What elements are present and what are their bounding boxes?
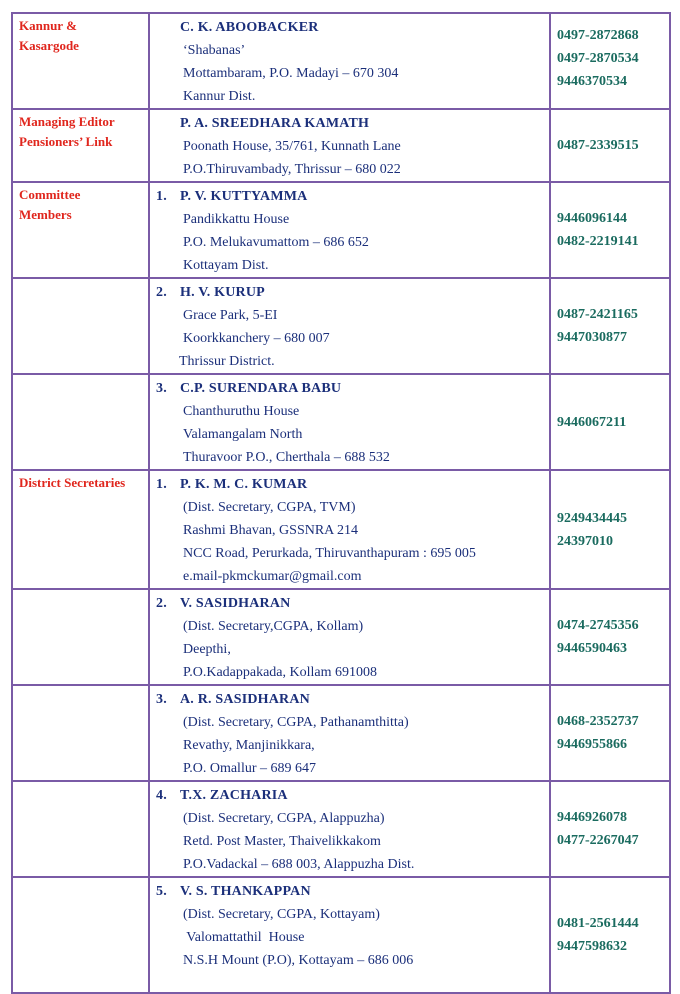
category-cell xyxy=(12,109,149,182)
member-name: T.X. ZACHARIA xyxy=(180,788,288,803)
table-row xyxy=(12,877,670,993)
phone-list xyxy=(551,14,669,93)
address-line: Koorkkanchery – 680 007 xyxy=(183,331,330,346)
address-line: P.O.Vadackal – 688 003, Alappuzha Dist. xyxy=(183,857,415,872)
category-label xyxy=(13,279,148,281)
table-row xyxy=(12,589,670,685)
phone-number: 0482-2219141 xyxy=(557,234,639,249)
phone-number: 0487-2339515 xyxy=(557,138,639,153)
address-cell xyxy=(149,109,550,182)
category-label xyxy=(13,590,148,592)
phone-number: 9446096144 xyxy=(557,211,627,226)
category-label: Kannur & Kasargode xyxy=(19,18,79,53)
phone-number: 0477-2267047 xyxy=(557,833,639,848)
member-name: C. K. ABOOBACKER xyxy=(180,20,319,35)
entry-number: 5. xyxy=(156,884,167,899)
member-name-line xyxy=(150,16,549,39)
address-cell xyxy=(149,685,550,781)
phone-list xyxy=(551,134,669,157)
address-entry xyxy=(150,782,549,876)
phone-cell xyxy=(550,685,670,781)
phone-cell xyxy=(550,374,670,470)
category-label xyxy=(13,686,148,688)
phone-list xyxy=(551,207,669,253)
address-cell xyxy=(149,781,550,877)
category-cell xyxy=(12,182,149,278)
phone-number: 0481-2561444 xyxy=(557,916,639,931)
category-label xyxy=(13,782,148,784)
address-line: (Dist. Secretary, CGPA, Kottayam) xyxy=(183,907,380,922)
phone-number: 0474-2745356 xyxy=(557,618,639,633)
member-name: P. A. SREEDHARA KAMATH xyxy=(180,116,370,131)
member-name-line xyxy=(150,112,549,135)
table-row xyxy=(12,470,670,589)
member-name-line xyxy=(150,377,549,400)
member-name: A. R. SASIDHARAN xyxy=(180,692,310,707)
address-line: Retd. Post Master, Thaivelikkakom xyxy=(183,834,381,849)
member-name: P. K. M. C. KUMAR xyxy=(180,477,308,492)
address-line: Revathy, Manjinikkara, xyxy=(183,738,315,753)
table-row xyxy=(12,109,670,182)
entry-number: 2. xyxy=(156,285,167,300)
address-line: Valamangalam North xyxy=(183,427,303,442)
phone-number: 0497-2870534 xyxy=(557,51,639,66)
address-line: Thrissur District. xyxy=(179,354,275,369)
address-line: ‘Shabanas’ xyxy=(183,43,246,58)
phone-number: 9447598632 xyxy=(557,939,627,954)
phone-number: 9446955866 xyxy=(557,737,627,752)
member-name-line xyxy=(150,473,549,496)
phone-cell xyxy=(550,470,670,589)
member-name: P. V. KUTTYAMMA xyxy=(180,189,308,204)
phone-list xyxy=(551,912,669,958)
category-cell xyxy=(12,589,149,685)
address-line: P.O.Kadappakada, Kollam 691008 xyxy=(183,665,378,680)
member-name-line xyxy=(150,592,549,615)
category-cell xyxy=(12,877,149,993)
address-line: N.S.H Mount (P.O), Kottayam – 686 006 xyxy=(183,953,414,968)
phone-number: 9446370534 xyxy=(557,74,627,89)
address-entry xyxy=(150,183,549,277)
entry-number: 2. xyxy=(156,596,167,611)
table-row xyxy=(12,182,670,278)
entry-number: 3. xyxy=(156,692,167,707)
address-line: (Dist. Secretary,CGPA, Kollam) xyxy=(183,619,364,634)
address-entry xyxy=(150,471,549,588)
table-row xyxy=(12,374,670,470)
phone-cell xyxy=(550,877,670,993)
address-entry xyxy=(150,686,549,780)
directory-body xyxy=(12,13,670,993)
member-name-line xyxy=(150,784,549,807)
address-line: NCC Road, Perurkada, Thiruvanthapuram : 695 005 xyxy=(183,546,476,561)
category-cell xyxy=(12,278,149,374)
table-row xyxy=(12,278,670,374)
entry-number: 4. xyxy=(156,788,167,803)
phone-number: 9249434445 xyxy=(557,510,627,526)
category-label: District Secretaries xyxy=(19,475,126,490)
address-line: Poonath House, 35/761, Kunnath Lane xyxy=(183,139,401,154)
phone-number: 9446067211 xyxy=(557,414,627,430)
member-name: V. S. THANKAPPAN xyxy=(180,884,311,899)
phone-list xyxy=(551,614,669,660)
phone-number: 24397010 xyxy=(557,533,613,549)
category-cell xyxy=(12,13,149,109)
address-line: Rashmi Bhavan, GSSNRA 214 xyxy=(183,523,359,538)
phone-number: 9446926078 xyxy=(557,810,627,825)
address-line: (Dist. Secretary, CGPA, Pathanamthitta) xyxy=(183,715,409,730)
phone-cell xyxy=(550,278,670,374)
category-label: Managing Editor Pensioners’ Link xyxy=(19,114,115,149)
member-name: C.P. SURENDARA BABU xyxy=(180,381,342,396)
address-cell xyxy=(149,374,550,470)
address-entry xyxy=(150,878,549,972)
entry-number: 3. xyxy=(156,381,167,396)
address-line: Pandikkattu House xyxy=(183,212,290,227)
member-name-line xyxy=(150,688,549,711)
address-cell xyxy=(149,589,550,685)
phone-list xyxy=(551,303,669,349)
category-label xyxy=(13,878,148,880)
category-label: Committee Members xyxy=(19,187,81,222)
address-cell xyxy=(149,470,550,589)
table-row xyxy=(12,685,670,781)
phone-cell xyxy=(550,781,670,877)
table-row xyxy=(12,13,670,109)
member-name-line xyxy=(150,880,549,903)
address-line: P.O. Omallur – 689 647 xyxy=(183,761,316,776)
table-row xyxy=(12,781,670,877)
phone-cell xyxy=(550,589,670,685)
address-line: Chanthuruthu House xyxy=(183,404,300,419)
phone-list xyxy=(551,411,669,434)
member-name: V. SASIDHARAN xyxy=(180,596,291,611)
phone-cell xyxy=(550,109,670,182)
address-line: Thuravoor P.O., Cherthala – 688 532 xyxy=(183,450,390,465)
address-cell xyxy=(149,182,550,278)
category-cell xyxy=(12,781,149,877)
phone-list xyxy=(551,710,669,756)
address-line: (Dist. Secretary, CGPA, TVM) xyxy=(183,500,356,515)
address-entry xyxy=(150,590,549,684)
phone-list xyxy=(551,507,669,553)
address-line: Deepthi, xyxy=(183,642,231,657)
phone-cell xyxy=(550,13,670,109)
entry-number: 1. xyxy=(156,477,167,492)
address-cell xyxy=(149,278,550,374)
address-entry xyxy=(150,279,549,373)
phone-number: 0497-2872868 xyxy=(557,28,639,43)
member-name: H. V. KURUP xyxy=(180,285,265,300)
phone-cell xyxy=(550,182,670,278)
address-entry xyxy=(150,110,549,181)
address-cell xyxy=(149,13,550,109)
address-entry xyxy=(150,375,549,469)
category-cell xyxy=(12,470,149,589)
address-line: e.mail-pkmckumar@gmail.com xyxy=(183,569,362,584)
address-line: P.O.Thiruvambady, Thrissur – 680 022 xyxy=(183,162,401,177)
phone-number: 0468-2352737 xyxy=(557,714,639,729)
category-label xyxy=(13,375,148,377)
address-line: Valomattathil House xyxy=(183,930,305,945)
address-line: (Dist. Secretary, CGPA, Alappuzha) xyxy=(183,811,385,826)
address-entry xyxy=(150,14,549,108)
address-line: Kannur Dist. xyxy=(183,89,256,104)
category-cell xyxy=(12,685,149,781)
address-line: Kottayam Dist. xyxy=(183,258,269,273)
phone-number: 0487-2421165 xyxy=(557,307,638,322)
phone-number: 9447030877 xyxy=(557,330,627,345)
entry-number: 1. xyxy=(156,189,167,204)
member-name-line xyxy=(150,185,549,208)
phone-number: 9446590463 xyxy=(557,641,627,656)
member-name-line xyxy=(150,281,549,304)
directory-table xyxy=(11,12,671,994)
address-line: Grace Park, 5-EI xyxy=(183,308,278,323)
phone-list xyxy=(551,806,669,852)
address-line: Mottambaram, P.O. Madayi – 670 304 xyxy=(183,66,399,81)
address-line: P.O. Melukavumattom – 686 652 xyxy=(183,235,369,250)
address-cell xyxy=(149,877,550,993)
category-cell xyxy=(12,374,149,470)
